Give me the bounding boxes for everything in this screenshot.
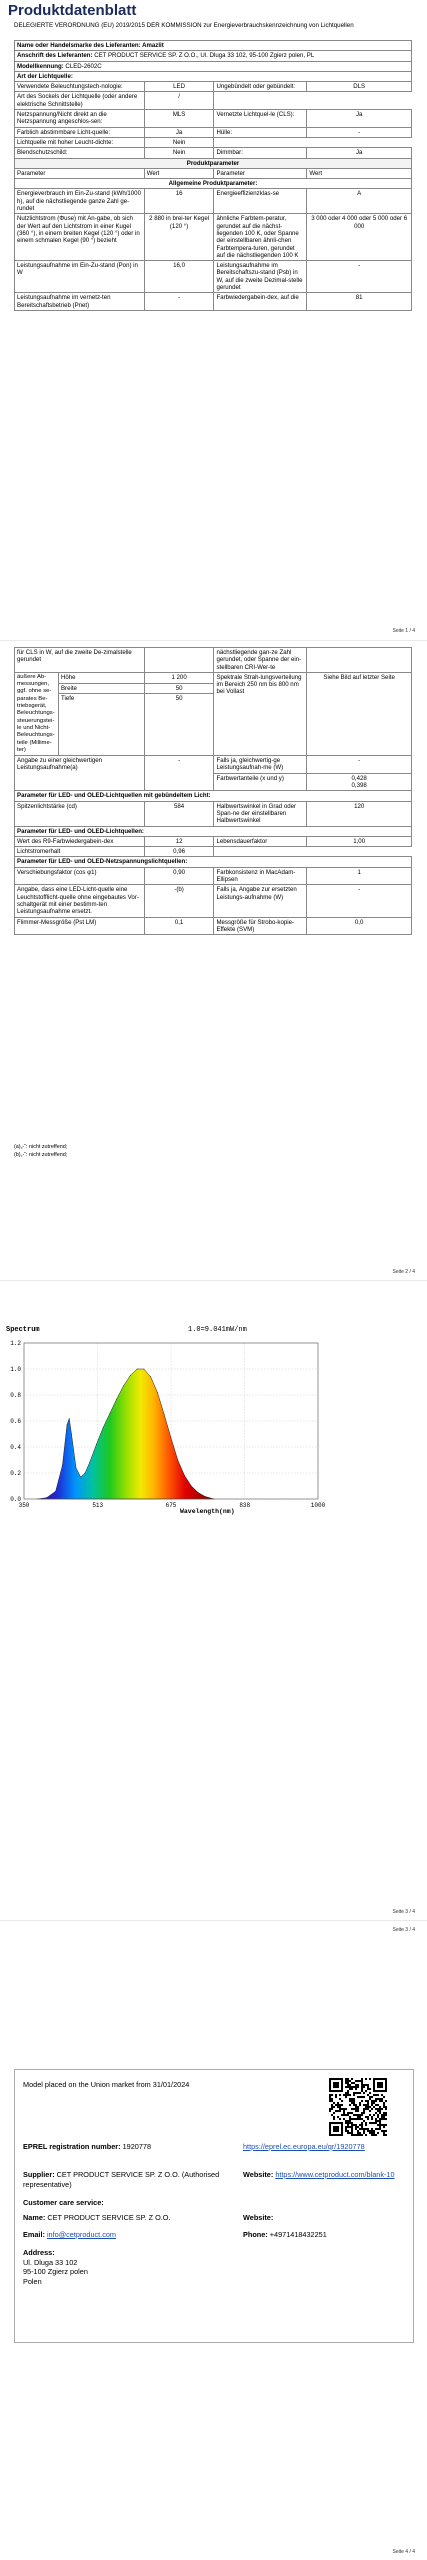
spectrum-point	[96, 1444, 97, 1445]
care-name: Name: CET PRODUCT SERVICE SP. Z O.O.	[23, 2213, 171, 2222]
x-tick-label: 1000	[310, 1502, 326, 1509]
table-row: Lichtstromerhalt 0,96	[15, 847, 412, 857]
spectrum-curve	[38, 1369, 214, 1499]
spectrum-point	[191, 1486, 192, 1487]
spectrum-point	[62, 1465, 63, 1466]
x-tick-label: 675	[165, 1502, 177, 1509]
table-row: Blendschutzschild: Nein Dimmbar: Ja	[15, 148, 412, 158]
table-row: Farblich abstimmbare Licht-quelle: Ja Hülle: -	[15, 127, 412, 137]
general-params-title: Allgemeine Produktparameter:	[15, 179, 412, 189]
spectrum-point	[205, 1496, 206, 1497]
table-header-row: Parameter Wert Parameter Wert	[15, 168, 412, 178]
datasheet-page-1	[0, 0, 427, 640]
x-tick-label: 350	[18, 1502, 30, 1509]
datasheet-page-2	[0, 641, 427, 1280]
datasheet-page-3	[0, 1281, 427, 1920]
spectrum-point	[67, 1425, 68, 1426]
table-row: Farbwertanteile (x und y) 0,428 0,398	[15, 773, 412, 791]
led-params-title: Parameter für LED- und OLED-Lichtquellen:	[15, 826, 412, 836]
supplier-address-row: Anschrift des Lieferanten: CET PRODUCT SERVICE SP. Z O.O., Ul. Dluga 33 102, 95-100 Zgierz polen, PL	[15, 51, 412, 61]
spectrum-point	[157, 1392, 158, 1393]
spectrum-point	[150, 1376, 151, 1377]
x-tick-label: 513	[92, 1502, 104, 1509]
supplier-table	[14, 40, 412, 311]
y-tick-label: 0.2	[10, 1470, 21, 1477]
table-row: Tiefe 50	[15, 694, 412, 756]
customer-care-label: Customer care service:	[23, 2198, 104, 2207]
spectrum-point	[71, 1434, 72, 1435]
table-row: für CLS in W, auf die zweite De-zimalstelle gerundet nächstliegende gan-ze Zahl gerundet, oder Spanne der ein-stellbaren CRI-Wer-te	[15, 648, 412, 673]
params-title: Produktparameter	[15, 158, 412, 168]
y-tick-label: 0.8	[10, 1392, 21, 1399]
params-table-continued	[14, 647, 412, 935]
table-row: Breite 50	[15, 683, 412, 694]
page-number: Seite 4 / 4	[392, 2549, 415, 2555]
spectrum-point	[164, 1414, 165, 1415]
x-tick-label: 838	[239, 1502, 251, 1509]
y-tick-label: 0.4	[10, 1444, 21, 1451]
spectrum-chart	[0, 1321, 427, 1521]
light-source-type-header: Art der Lichtquelle:	[15, 71, 412, 81]
mains-params-title: Parameter für LED- und OLED-Netzspannungslichtquellen:	[15, 857, 412, 867]
page-number: Seite 3 / 4	[392, 1909, 415, 1915]
page-number-top: Seite 3 / 4	[392, 1927, 415, 1933]
table-row: Art des Sockels der Lichtquelle (oder andere elektrische Schnittstelle) /	[15, 92, 412, 110]
care-address: Address: Ul. Dluga 33 102 95-100 Zgierz polen Polen	[23, 2248, 88, 2286]
spectrum-point	[89, 1462, 90, 1463]
spectrum-point	[46, 1497, 47, 1498]
spectrum-point	[76, 1467, 77, 1468]
footnote-b: (b)„-“: nicht zutreffend;	[14, 1152, 68, 1158]
table-row: Energieverbrauch im Ein-Zu-stand (kWh/1000 h), auf die nächstliegende ganze Zahl ge-rundet 16 Energieeffizienzklas-se A	[15, 189, 412, 214]
qr-code-icon[interactable]	[329, 2078, 387, 2136]
chart-annotation: 1.0=9.041mW/nm	[188, 1326, 247, 1334]
led-directional-title: Parameter für LED- und OLED-Lichtquellen mit gebündeltem Licht:	[15, 791, 412, 801]
email-link[interactable]: info@cetproduct.com	[46, 2230, 116, 2239]
datasheet-page-4	[0, 1921, 427, 2560]
table-row: Netzspannung/Nicht direkt an die Netzspannung angeschlos-sen: MLS Vernetzte Lichtquel-le (CLS): Ja	[15, 110, 412, 128]
table-row: Angabe zu einer gleichwertigen Leistungsaufnahme(a) - Falls ja, gleichwertig-ge Leistungsaufnah-me (W) -	[15, 756, 412, 774]
spectrum-point	[143, 1369, 144, 1370]
page-number: Seite 1 / 4	[392, 628, 415, 634]
table-row: Nutzlichtstrom (Φuse) mit An-gabe, ob sich der Wert auf den Lichtstrom in einer Kugel (360 °), in einem breiten Kegel (120 °) oder in einem schmalen Kegel (90 °) bezieht 2 880 in brei-ter Kegel (120 °) ähnliche Farbtem-peratur, gerundet auf die nächst-liegenden 100 K, oder Spanne der einstellbaren ähnli-chen Farbtempera-turen, gerundet auf die nächstliegenden 100 K 3 000 oder 4 000 oder 5 000 oder 6 000	[15, 214, 412, 261]
document-title: Produktdatenblatt	[8, 2, 137, 19]
spectrum-point	[80, 1477, 81, 1478]
market-placement: Model placed on the Union market from 31/01/2024	[23, 2080, 190, 2089]
table-row: Leistungsaufnahme im Ein-Zu-stand (Pon) in W 16,0 Leistungsaufnahme im Bereitschaftszu-stand (Psb) in W, auf die zweite Dezimal-stelle gerundet -	[15, 261, 412, 293]
table-row: Wert des R9-Farbwiedergabein-dex 12 Lebensdauerfaktor 1,00	[15, 836, 412, 846]
y-tick-label: 1.0	[10, 1366, 21, 1373]
supplier-name-row: Name oder Handelsmarke des Lieferanten: Amazlit	[15, 41, 412, 51]
spectrum-point	[116, 1399, 117, 1400]
y-tick-label: 0.6	[10, 1418, 21, 1425]
eprel-link[interactable]: https://eprel.ec.europa.eu/qr/1920778	[243, 2142, 365, 2151]
regulation-intro: DELEGIERTE VERORDNUNG (EU) 2019/2015 DER KOMMISSION zur Energieverbrauchskennzeichnung von Lichtquellen	[14, 22, 354, 29]
supplier-info: Supplier: CET PRODUCT SERVICE SP. Z O.O. (Authorised representative)	[23, 2170, 220, 2189]
y-tick-label: 1.2	[10, 1340, 21, 1347]
model-row: Modellkennung: CLED-2602C	[15, 61, 412, 71]
spectrum-point	[69, 1418, 70, 1419]
spectrum-point	[171, 1438, 172, 1439]
spectrum-point	[130, 1375, 131, 1376]
x-axis-label: Wavelength(nm)	[180, 1508, 235, 1515]
spectrum-point	[198, 1492, 199, 1493]
footnotes	[14, 1143, 67, 1159]
spectrum-area	[37, 1369, 214, 1500]
chart-title: Spectrum	[6, 1326, 40, 1334]
spectrum-point	[137, 1369, 138, 1370]
table-row: Leistungsaufnahme im vernetz-ten Bereitschaftsbetrieb (Pnet) - Farbwiedergabein-dex, auf die 81	[15, 293, 412, 311]
supplier-website: Website: https://www.cetproduct.com/blank-10	[243, 2170, 395, 2179]
footnote-a: (a)„-“: nicht zutreffend;	[14, 1144, 68, 1150]
eprel-info-box	[14, 2069, 414, 2343]
spectrum-point	[184, 1475, 185, 1476]
supplier-website-link[interactable]: https://www.cetproduct.com/blank-10	[275, 2170, 395, 2179]
spectrum-point	[55, 1491, 56, 1492]
table-row: Verschiebungsfaktor (cos φ1) 0,90 Farbkonsistenz in MacAdam-Ellipsen 1	[15, 867, 412, 885]
table-row: Lichtquelle mit hoher Leucht-dichte: Nein	[15, 137, 412, 147]
spectrum-point	[110, 1413, 111, 1414]
table-row: Flimmer-Messgröße (Pst LM) 0,1 Messgröße für Strobo-kopie-Effekte (SVM) 0,0	[15, 917, 412, 935]
spectrum-point	[177, 1460, 178, 1461]
spectrum-point	[85, 1473, 86, 1474]
y-tick-label: 0.0	[10, 1496, 21, 1503]
table-row: Verwendete Beleuchtungstech-nologie: LED Ungebündelt oder gebündelt: DLS	[15, 82, 412, 92]
table-row: Spitzenlichtstärke (cd) 584 Halbwertswinkel in Grad oder Span-ne der einstellbaren Halbwertswinkel 120	[15, 801, 412, 826]
care-email: Email: info@cetproduct.com	[23, 2230, 116, 2239]
care-phone: Phone: +4971418432251	[243, 2230, 327, 2239]
page-number: Seite 2 / 4	[392, 1269, 415, 1275]
spectrum-point	[103, 1427, 104, 1428]
eprel-label: EPREL registration number: 1920778	[23, 2142, 152, 2151]
table-row: äußere Ab-messungen, ggf. ohne se-parates Be-triebsgerät, Beleuchtungs-steuerungstei-le und Nicht-Beleuchtungs-teile (Millime-ter) Höhe 1 200 Spektrale Strah-lungsverteilung im Bereich 250 nm bis 800 nm bei Vollast Siehe Bild auf letzter Seite	[15, 672, 412, 683]
spectrum-point	[123, 1386, 124, 1387]
table-row: Angabe, dass eine LED-Licht-quelle eine Leuchtstofflicht-quelle ohne eingebautes Vor-schaltgerät mit einer bestimm-ten Leistungsaufnahme ersetzt. -(b) Falls ja, Angabe zur ersetzten Leistungs-aufnahme (W) -	[15, 885, 412, 917]
care-website: Website:	[243, 2213, 274, 2222]
